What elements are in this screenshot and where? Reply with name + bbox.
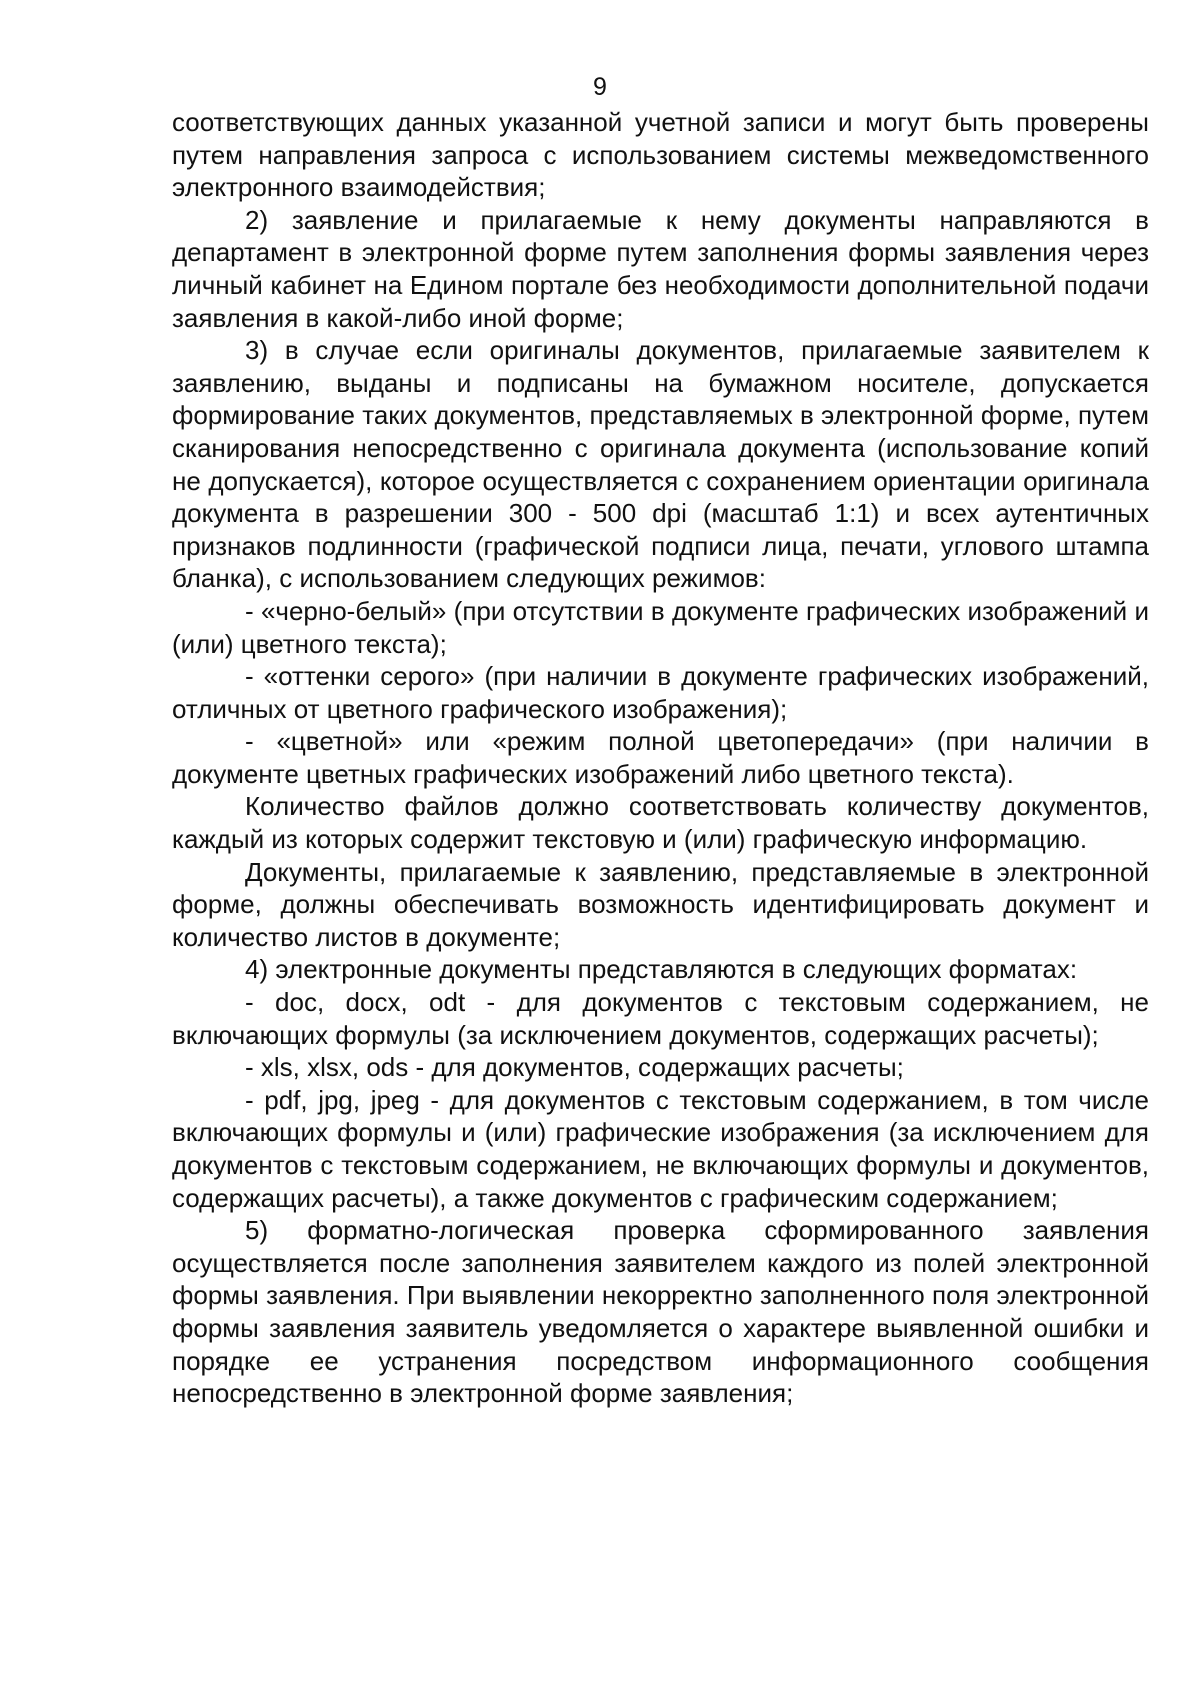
paragraph-item-3: 3) в случае если оригиналы документов, прилагаемые заявителем к заявлению, выданы и подписаны на бумажном носителе, допускается формирование таких документов, представляемых в электронной форме, путем сканирования непосредственно с оригинала документа (использование копий не допускается), которое осуществляется с сохранением ориентации оригинала документа в разрешении 300 - 500 dpi (масштаб 1:1) и всех аутентичных признаков подлинности (графической подписи лица, печати, углового штампа бланка), с использованием следующих режимов: [172, 335, 1149, 594]
list-item-xls-formats: - xls, xlsx, ods - для документов, содержащих расчеты; [245, 1052, 904, 1083]
paragraph-item-4: 4) электронные документы представляются в следующих форматах: [245, 954, 1078, 985]
list-item-doc-formats: - doc, docx, odt - для документов с текстовым содержанием, не включающих формулы (за исключением документов, содержащих расчеты); [172, 987, 1149, 1050]
paragraph-document-identification: Документы, прилагаемые к заявлению, представляемые в электронной форме, должны обеспечивать возможность идентифицировать документ и количество листов в документе; [172, 856, 1149, 952]
document-body [172, 106, 1149, 1410]
paragraph-file-count: Количество файлов должно соответствовать количеству документов, каждый из которых содержит текстовую и (или) графическую информацию. [172, 791, 1149, 855]
list-item-grayscale: - «оттенки серого» (при наличии в документе графических изображений, отличных от цветного графического изображения); [172, 661, 1149, 724]
paragraph-item-2: 2) заявление и прилагаемые к нему документы направляются в департамент в электронной форме путем заполнения формы заявления через личный кабинет на Едином портале без необходимости дополнительной подачи заявления в какой-либо иной форме; [172, 204, 1149, 333]
page-number: 9 [593, 73, 607, 101]
list-item-pdf-formats: - pdf, jpg, jpeg - для документов с текстовым содержанием, в том числе включающих формулы и (или) графические изображения (за исключением для документов с текстовым содержанием, не включающих формулы и документов, содержащих расчеты), а также документов с графическим содержанием; [172, 1084, 1149, 1213]
paragraph-account-data-continuation: соответствующих данных указанной учетной записи и могут быть проверены путем направления запроса с использованием системы межведомственного электронного взаимодействия; [172, 107, 1149, 203]
list-item-color: - «цветной» или «режим полной цветопередачи» (при наличии в документе цветных графических изображений либо цветного текста). [172, 726, 1149, 789]
paragraph-item-5: 5) форматно-логическая проверка сформированного заявления осуществляется после заполнения заявителем каждого из полей электронной формы заявления. При выявлении некорректно заполненного поля электронной формы заявления заявитель уведомляется о характере выявленной ошибки и порядке ее устранения посредством информационного сообщения непосредственно в электронной форме заявления; [172, 1215, 1149, 1409]
list-item-black-white: - «черно-белый» (при отсутствии в документе графических изображений и (или) цветного текста); [172, 595, 1149, 659]
